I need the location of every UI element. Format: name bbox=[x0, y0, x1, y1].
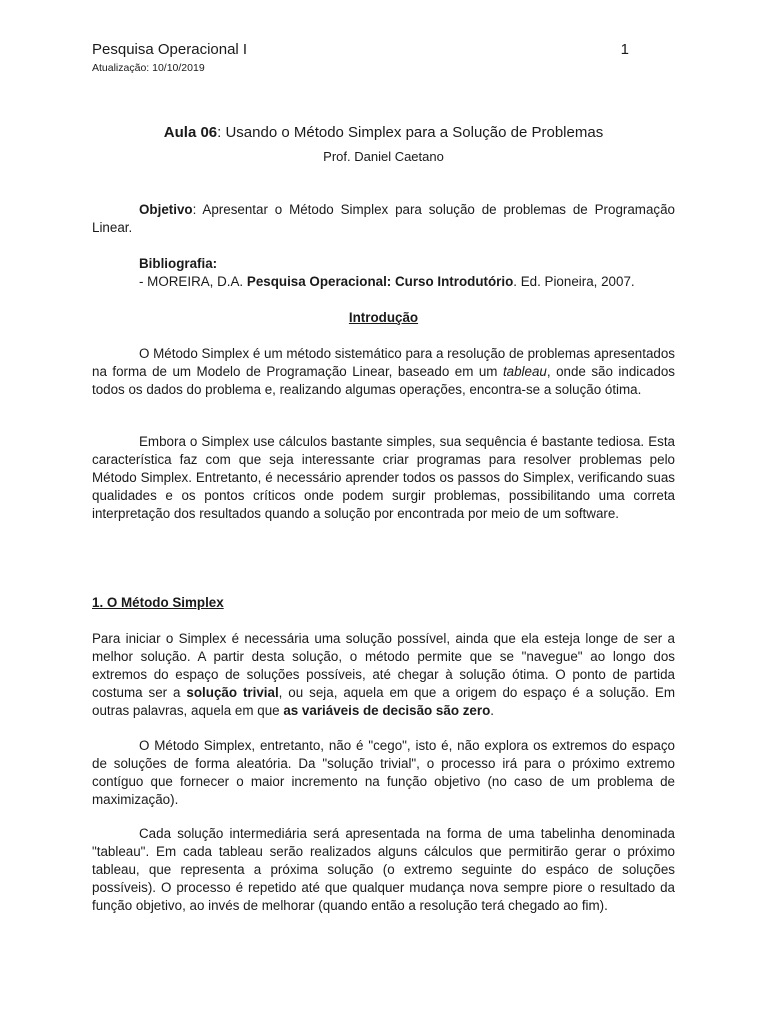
objective-text: : Apresentar o Método Simplex para solução de problemas de Programação Linear. bbox=[92, 202, 675, 235]
decision-variables-zero-term: as variáveis de decisão são zero bbox=[283, 703, 491, 718]
lesson-number: Aula 06 bbox=[163, 124, 218, 141]
header-course-title: Pesquisa Operacional I bbox=[92, 41, 248, 58]
trivial-solution-term: solução trivial bbox=[186, 685, 279, 700]
page-number: 1 bbox=[620, 41, 629, 58]
lesson-title bbox=[92, 124, 675, 142]
objective-label: Objetivo bbox=[139, 202, 193, 217]
objective-paragraph bbox=[92, 201, 675, 237]
update-date: Atualização: 10/10/2019 bbox=[92, 62, 205, 74]
section-1-paragraph-1 bbox=[92, 630, 675, 720]
bibliography-label: Bibliografia: bbox=[139, 256, 218, 271]
document-page bbox=[92, 0, 675, 1024]
bibliography-book-title: Pesquisa Operacional: Curso Introdutório bbox=[246, 274, 514, 289]
section-1-p1-text-mid: , ou seja, aquela em que a origem do espaço é a solução. Em outras palavras, aquela em que bbox=[92, 685, 675, 718]
introduction-p1-text: O Método Simplex é um método sistemático para a resolução de problemas apresentados na forma de um Modelo de Programação Linear, baseado em um bbox=[92, 346, 675, 379]
bibliography-prefix: - MOREIRA, D.A. bbox=[139, 274, 247, 289]
bibliography-entry bbox=[92, 273, 675, 291]
lesson-title-text: : Usando o Método Simplex para a Solução de Problemas bbox=[217, 124, 604, 141]
section-1-p1-text-end: . bbox=[490, 703, 494, 718]
section-1-heading: 1. O Método Simplex bbox=[92, 595, 224, 610]
introduction-heading: Introdução bbox=[348, 310, 419, 325]
tableau-term: tableau bbox=[502, 364, 547, 379]
section-1-paragraph-2: O Método Simplex, entretanto, não é "cego", isto é, não explora os extremos do espaço de soluções de forma aleatória. Da "solução trivial", o processo irá para o próximo extremo contíguo que fornecer o maior incremento na função objetivo (no caso de um problema de maximização). bbox=[92, 738, 675, 807]
bibliography-section bbox=[92, 255, 675, 291]
section-1-p1-text: Para iniciar o Simplex é necessária uma solução possível, ainda que ela esteja longe de ser a melhor solução. A partir desta solução, o método permite que se "navegue" ao longo dos extremos do espaço de soluções possíveis, até chegar à solução ótima. O ponto de partida costuma ser a bbox=[92, 631, 675, 700]
section-1-paragraph-3: Cada solução intermediária será apresentada na forma de uma tabelinha denominada "tableau". Em cada tableau serão realizados alguns cálculos que permitirão gerar o próximo tableau, que representa a próxima solução (o extremo seguinte do espáco de soluções possíveis). O processo é repetido até que qualquer mudança nova sempre piore o resultado da função objetivo, ao invés de melhorar (quando então a resolução terá chegado ao fim). bbox=[92, 826, 675, 913]
bibliography-suffix: . Ed. Pioneira, 2007. bbox=[513, 274, 635, 289]
introduction-paragraph-1 bbox=[92, 345, 675, 399]
introduction-p1-text-end: , onde são indicados todos os dados do problema e, realizando algumas operações, encontra-se a solução ótima. bbox=[92, 364, 676, 397]
professor-name: Prof. Daniel Caetano bbox=[323, 149, 444, 164]
introduction-paragraph-2: Embora o Simplex use cálculos bastante simples, sua sequência é bastante tediosa. Esta característica faz com que seja interessante criar programas para resolver problemas pelo Método Simplex. Entretanto, é necessário aprender todos os passos do Simplex, verificando suas qualidades e os pontos críticos onde podem surgir problemas, possibilitando uma correta interpretação dos resultados quando a solução por encontrada por meio de um software. bbox=[92, 434, 675, 521]
